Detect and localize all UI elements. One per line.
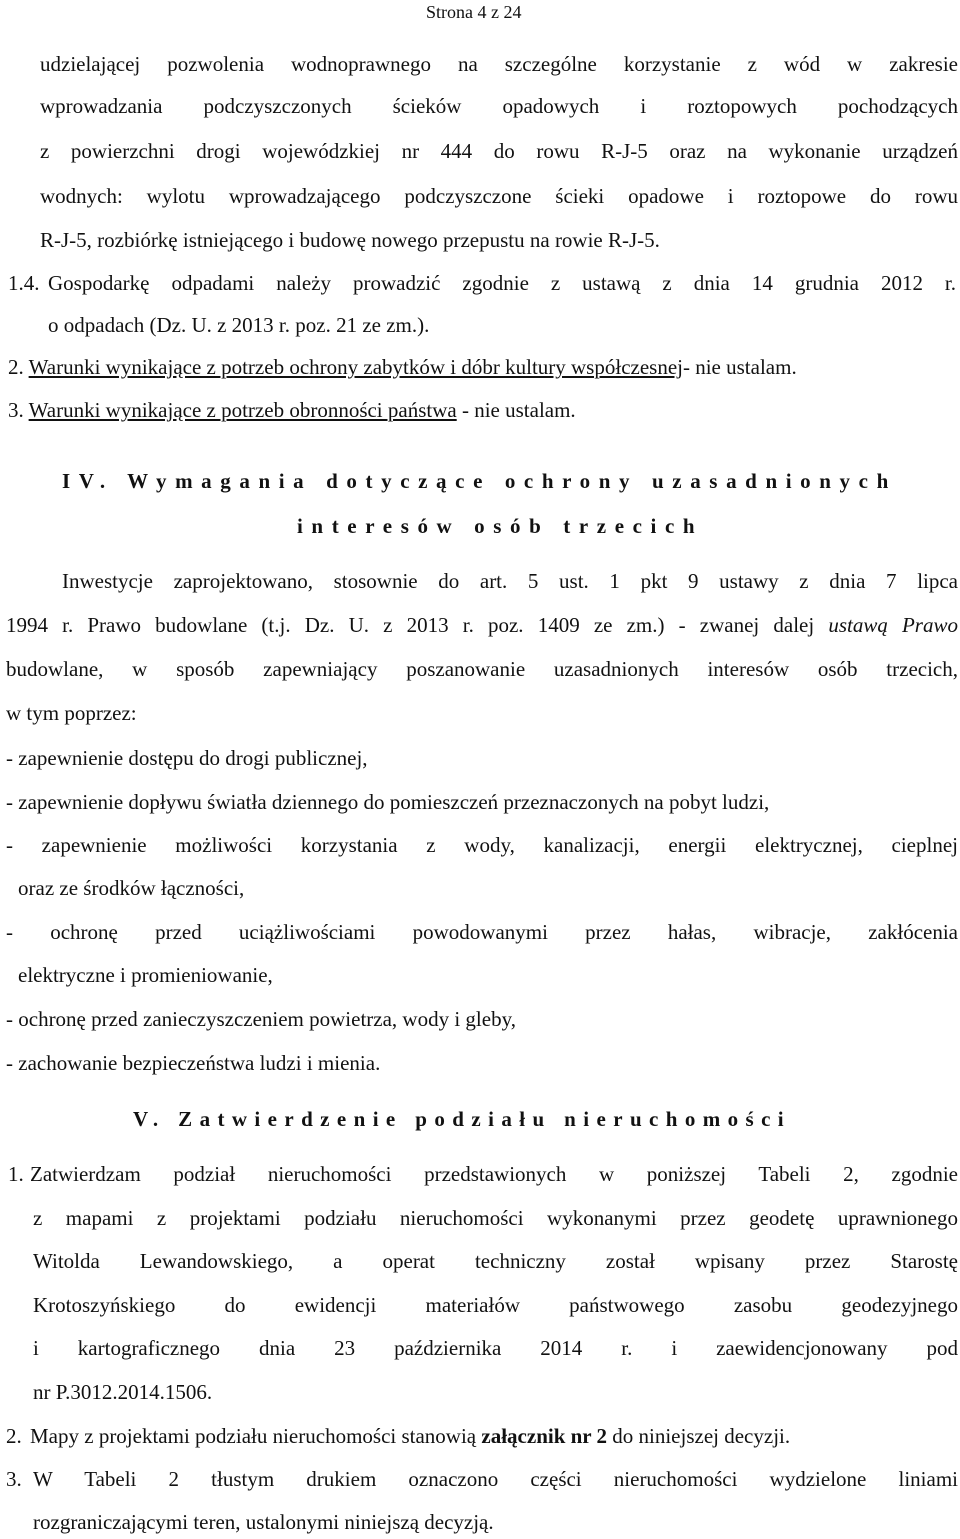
item-text: W Tabeli 2 tłustym drukiem oznaczono części nieruchomości wydzielone liniami [33,1467,958,1491]
page-total: 24 [503,2,522,22]
paragraph-line: budowlane, w sposób zapewniający poszanowanie uzasadnionych interesów osób trzecich, [6,657,958,681]
item-text: o odpadach (Dz. U. z 2013 r. poz. 21 ze zm.). [48,313,430,337]
list-item: - zapewnienie dopływu światła dziennego do pomieszczeń przeznaczonych na pobyt ludzi, [6,790,770,814]
item-text: Gospodarkę odpadami należy prowadzić zgodnie z ustawą z dnia 14 grudnia 2012 r. [48,271,956,295]
list-item: - ochronę przed uciążliwościami powodowanymi przez hałas, wibracje, zakłócenia [6,920,958,944]
item-text: Warunki wynikające z potrzeb obronności państwa [28,398,457,422]
item-text: z mapami z projektami podziału nieruchomości wykonanymi przez geodetę uprawnionego [33,1206,958,1230]
list-item: - zapewnienie możliwości korzystania z wody, kanalizacji, energii elektrycznej, cieplnej [6,833,958,857]
section-heading: IV. Wymagania dotyczące ochrony uzasadnionych [62,469,897,493]
list-item-cont: elektryczne i promieniowanie, [18,963,273,987]
list-item: - zapewnienie dostępu do drogi publicznej, [6,746,368,770]
item-text: i kartograficznego dnia 23 października 2014 r. i zaewidencjonowany pod [33,1336,958,1360]
item-number: 2. [6,1424,22,1448]
list-item-cont: oraz ze środków łączności, [18,876,245,900]
item-text: Witolda Lewandowskiego, a operat techniczny został wpisany przez Starostę [33,1249,958,1273]
item-text: Krotoszyńskiego do ewidencji materiałów państwowego zasobu geodezyjnego [33,1293,958,1317]
item-tail: - nie ustalam. [682,355,797,379]
condition-item [8,355,797,380]
item-number: 1.4. [8,271,40,295]
paragraph-line: w tym poprzez: [6,701,137,725]
paragraph-line: udzielającej pozwolenia wodnoprawnego na szczególne korzystanie z wód w zakresie [40,52,958,76]
item-text: Zatwierdzam podział nieruchomości przedstawionych w poniższej Tabeli 2, zgodnie [30,1162,958,1186]
law-name: ustawą Prawo [828,613,958,637]
attachment-ref: załącznik nr 2 [481,1424,608,1448]
item-text: Warunki wynikające z potrzeb ochrony zabytków i dóbr kultury współczesnej [28,355,683,379]
item-number: 3. [8,398,24,422]
paragraph-line: wprowadzania podczyszczonych ścieków opadowych i roztopowych pochodzących [40,94,958,118]
paragraph-line: z powierzchni drogi wojewódzkiej nr 444 do rowu R-J-5 oraz na wykonanie urządzeń [40,139,958,163]
item-number: 2. [8,355,24,379]
page-prefix: Strona [426,2,473,22]
paragraph-line: 1994 r. Prawo budowlane (t.j. Dz. U. z 2013 r. poz. 1409 ze zm.) - zwanej dalej ustawą Prawo [6,613,958,637]
page-number [426,2,522,23]
item-text: nr P.3012.2014.1506. [33,1380,213,1404]
paragraph-line: R-J-5, rozbiórkę istniejącego i budowę nowego przepustu na rowie R-J-5. [40,228,660,252]
item-number: 3. [6,1467,22,1491]
condition-item [8,398,576,423]
item-text: Mapy z projektami podziału nieruchomości stanowią załącznik nr 2 do niniejszej decyzji. [30,1424,791,1448]
paragraph-line: Inwestycje zaprojektowano, stosownie do art. 5 ust. 1 pkt 9 ustawy z dnia 7 lipca [62,569,958,593]
section-heading: interesów osób trzecich [297,514,704,538]
list-item: - zachowanie bezpieczeństwa ludzi i mienia. [6,1051,381,1075]
list-item: - ochronę przed zanieczyszczeniem powietrza, wody i gleby, [6,1007,516,1031]
page-current: 4 [477,2,487,22]
section-heading: V. Zatwierdzenie podziału nieruchomości [133,1107,792,1131]
paragraph-line: wodnych: wylotu wprowadzającego podczyszczone ścieki opadowe i roztopowe do rowu [40,184,958,208]
item-tail: - nie ustalam. [456,398,576,422]
item-text: rozgraniczającymi teren, ustalonymi niniejszą decyzją. [33,1510,494,1534]
item-number: 1. [8,1162,24,1186]
page-sep: z [491,2,499,22]
